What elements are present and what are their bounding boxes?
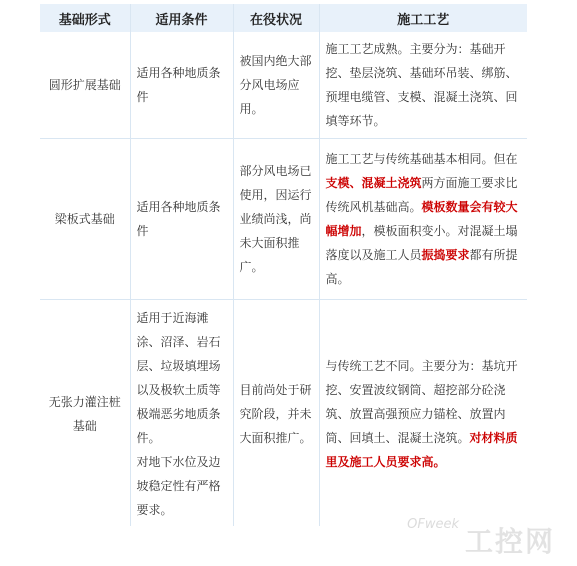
process-text: 施工工艺成熟。主要分为：基础开挖、垫层浇筑、基础环吊装、绑筋、预埋电缆管、支模、混凝土浇筑、回填等环节。 <box>325 42 518 128</box>
table-row <box>40 139 527 300</box>
process-cell <box>319 32 527 139</box>
status-cell: 目前尚处于研究阶段，并未大面积推广。 <box>233 300 319 527</box>
foundation-form-cell: 圆形扩展基础 <box>48 78 121 92</box>
header-foundation-form: 基础形式 <box>40 4 130 32</box>
process-text: 与传统工艺不同。主要分为：基坑开挖、安置波纹钢筒、超挖部分砼浇筑、放置高强预应力锚栓、放置内筒、回填土、混凝土浇筑。 <box>325 359 518 445</box>
watermark-logo: 工控网 <box>464 525 555 558</box>
condition-cell: 适用各种地质条件 <box>130 32 233 139</box>
process-highlight: 振捣要求 <box>421 248 470 262</box>
header-row <box>40 4 527 32</box>
process-highlight: 支模、混凝土浇筑 <box>325 176 422 190</box>
process-cell <box>319 139 527 300</box>
table-row <box>40 300 527 527</box>
header-construction-process: 施工工艺 <box>319 4 527 32</box>
process-text: 两方面施工要求比传统风机基础高。 <box>325 176 518 214</box>
status-cell: 部分风电场已使用，因运行业绩尚浅，尚未大面积推广。 <box>233 139 319 300</box>
condition-text: 适用于近海滩涂、沼泽、岩石层、垃圾填埋场以及极软土质等极端恶劣地质条件。 <box>136 311 221 445</box>
process-text: 施工工艺与传统基础基本相同。但在 <box>325 152 518 166</box>
process-cell <box>319 300 527 527</box>
process-highlight: 对材料质里及施工人员要求高。 <box>325 431 518 469</box>
foundation-form-cell: 无张力灌注桩基础 <box>40 300 130 527</box>
condition-cell: 适用各种地质条件 <box>130 139 233 300</box>
condition-text: 对地下水位及边坡稳定性有严格要求。 <box>136 455 221 517</box>
foundation-form-cell: 梁板式基础 <box>40 139 130 300</box>
process-highlight: 模板数量会有较大幅增加 <box>325 200 518 238</box>
foundation-comparison-table <box>40 4 527 526</box>
status-cell: 被国内绝大部分风电场应用。 <box>233 32 319 139</box>
process-text: ，模板面积变小。对混凝土塌落度以及施工人员 <box>325 224 518 262</box>
table-row <box>40 32 527 139</box>
header-applicable-condition: 适用条件 <box>130 4 233 32</box>
condition-cell <box>130 300 233 527</box>
header-service-status: 在役状况 <box>233 4 319 32</box>
process-text: 都有所提高。 <box>325 248 518 286</box>
watermark-small: OFweek <box>407 517 459 532</box>
